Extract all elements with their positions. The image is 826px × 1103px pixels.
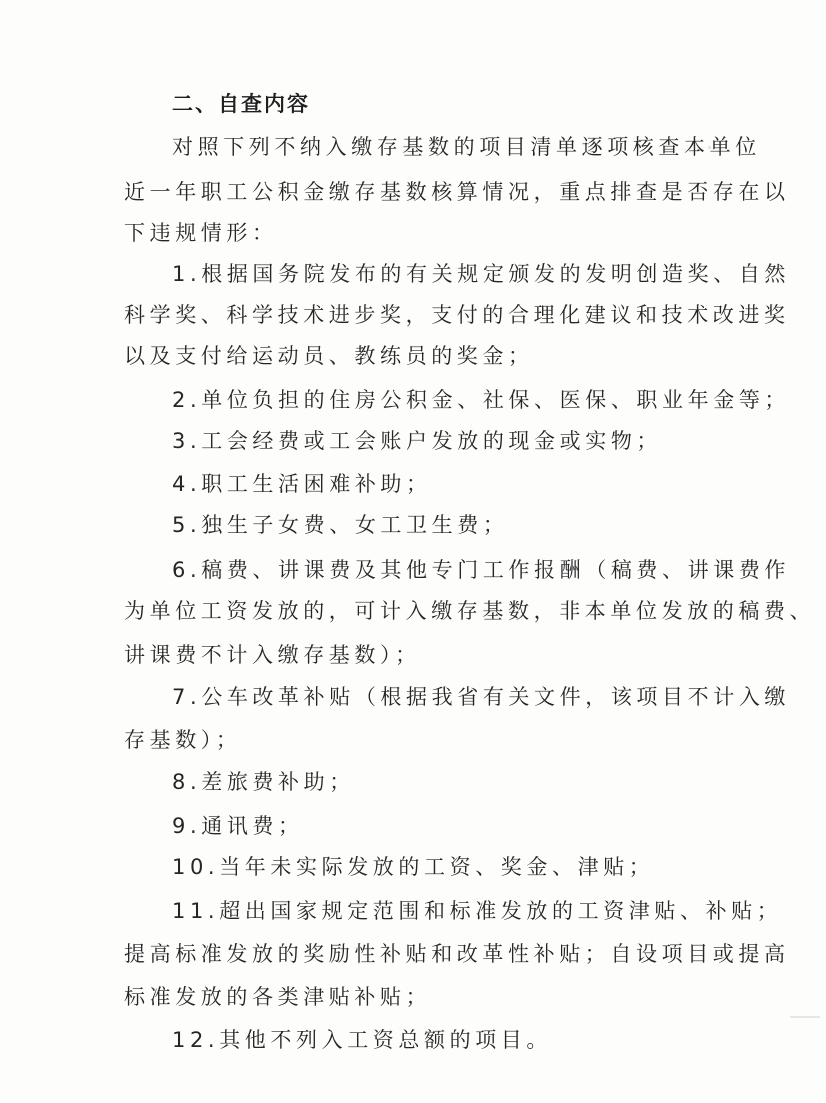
list-item-line: 6.稿费、讲课费及其他专门工作报酬（稿费、讲课费作 xyxy=(172,558,791,582)
list-item-line: 2.单位负担的住房公积金、社保、医保、职业年金等； xyxy=(172,388,791,412)
list-item-line: 10.当年未实际发放的工资、奖金、津贴； xyxy=(172,855,655,879)
list-item-line: 1.根据国务院发布的有关规定颁发的发明创造奖、自然 xyxy=(172,262,791,286)
list-item-line: 存基数）； xyxy=(124,728,242,752)
list-item-line: 11.超出国家规定范围和标准发放的工资津贴、补贴； xyxy=(172,899,783,923)
list-item-line: 标准发放的各类津贴补贴； xyxy=(124,985,432,1009)
paragraph-line: 对照下列不纳入缴存基数的项目清单逐项核查本单位 xyxy=(172,135,761,159)
list-item-line: 12.其他不列入工资总额的项目。 xyxy=(172,1028,552,1052)
list-item-line: 4.职工生活困难补助； xyxy=(172,472,432,496)
list-item-line: 7.公车改革补贴（根据我省有关文件，该项目不计入缴 xyxy=(172,685,791,709)
paragraph-line: 下违规情形： xyxy=(124,221,278,245)
list-item-line: 提高标准发放的奖励性补贴和改革性补贴；自设项目或提高 xyxy=(124,942,790,966)
list-item-line: 科学奖、科学技术进步奖，支付的合理化建议和技术改进奖 xyxy=(124,303,790,327)
paragraph-line: 近一年职工公积金缴存基数核算情况，重点排查是否存在以 xyxy=(124,180,790,204)
list-item-line: 以及支付给运动员、教练员的奖金； xyxy=(124,344,534,368)
list-item-line: 3.工会经费或工会账户发放的现金或实物； xyxy=(172,429,663,453)
list-item-line: 9.通讯费； xyxy=(172,814,304,838)
list-item-line: 讲课费不计入缴存基数）； xyxy=(124,643,421,667)
list-item-line: 为单位工资发放的，可计入缴存基数，非本单位发放的稿费、 xyxy=(124,599,816,623)
section-heading: 二、自查内容 xyxy=(172,92,310,116)
list-item-line: 5.独生子女费、女工卫生费； xyxy=(172,513,509,537)
list-item-line: 8.差旅费补助； xyxy=(172,770,355,794)
scan-artifact-mark xyxy=(790,1016,820,1018)
